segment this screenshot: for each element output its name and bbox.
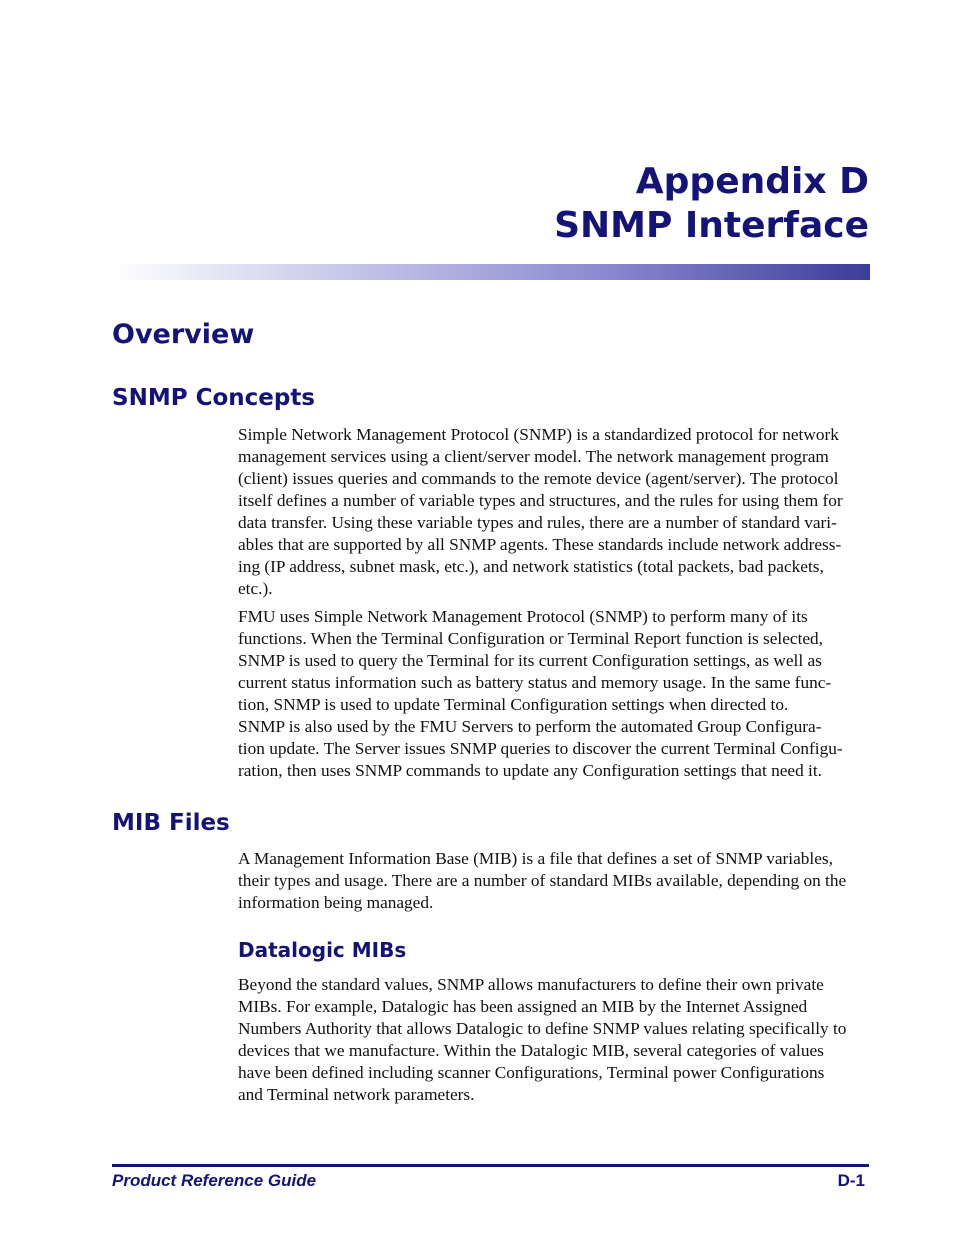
- footer-rule: [112, 1164, 869, 1167]
- snmp-concepts-paragraph-1: [238, 424, 870, 600]
- text-line: Simple Network Management Protocol (SNMP) is a standardized protocol for network: [238, 425, 839, 444]
- text-line: tion update. The Server issues SNMP queries to discover the current Terminal Configu-: [238, 739, 843, 758]
- datalogic-mibs-heading: Datalogic MIBs: [238, 938, 407, 962]
- text-line: ables that are supported by all SNMP agents. These standards include network address-: [238, 535, 842, 554]
- chapter-title-line1: Appendix D: [635, 161, 869, 202]
- text-line: devices that we manufacture. Within the Datalogic MIB, several categories of values: [238, 1041, 824, 1060]
- text-line: Numbers Authority that allows Datalogic to define SNMP values relating specifically to: [238, 1019, 847, 1038]
- datalogic-mibs-paragraph: [238, 974, 870, 1106]
- text-line: (client) issues queries and commands to the remote device (agent/server). The protocol: [238, 469, 839, 488]
- text-line: A Management Information Base (MIB) is a file that defines a set of SNMP variables,: [238, 849, 833, 868]
- chapter-title-line2: SNMP Interface: [554, 205, 869, 246]
- text-line: and Terminal network parameters.: [238, 1085, 475, 1104]
- text-line: Beyond the standard values, SNMP allows manufacturers to define their own private: [238, 975, 824, 994]
- text-line: MIBs. For example, Datalogic has been assigned an MIB by the Internet Assigned: [238, 997, 808, 1016]
- snmp-concepts-heading: SNMP Concepts: [112, 385, 316, 411]
- text-line: current status information such as battery status and memory usage. In the same func-: [238, 673, 832, 692]
- text-line: etc.).: [238, 579, 273, 598]
- text-line: their types and usage. There are a number of standard MIBs available, depending on the: [238, 871, 847, 890]
- footer-guide-title: Product Reference Guide: [112, 1171, 317, 1190]
- chapter-divider-bar: [112, 264, 870, 280]
- text-line: information being managed.: [238, 893, 434, 912]
- text-line: FMU uses Simple Network Management Protocol (SNMP) to perform many of its: [238, 607, 808, 626]
- chapter-title: [554, 160, 869, 248]
- text-line: SNMP is also used by the FMU Servers to perform the automated Group Configura-: [238, 717, 822, 736]
- text-line: functions. When the Terminal Configuration or Terminal Report function is selected,: [238, 629, 824, 648]
- overview-heading: Overview: [112, 319, 255, 350]
- text-line: tion, SNMP is used to update Terminal Configuration settings when directed to.: [238, 695, 789, 714]
- text-line: management services using a client/server model. The network management program: [238, 447, 829, 466]
- footer-page-number: D-1: [837, 1171, 865, 1190]
- text-line: SNMP is used to query the Terminal for its current Configuration settings, as well as: [238, 651, 822, 670]
- text-line: itself defines a number of variable types and structures, and the rules for using them for: [238, 491, 843, 510]
- text-line: have been defined including scanner Configurations, Terminal power Configurations: [238, 1063, 825, 1082]
- text-line: data transfer. Using these variable types and rules, there are a number of standard vari-: [238, 513, 837, 532]
- text-line: ration, then uses SNMP commands to update any Configuration settings that need it.: [238, 761, 822, 780]
- text-line: ing (IP address, subnet mask, etc.), and network statistics (total packets, bad packets,: [238, 557, 824, 576]
- snmp-concepts-paragraph-2: [238, 606, 870, 782]
- mib-files-paragraph: [238, 848, 870, 914]
- mib-files-heading: MIB Files: [112, 810, 230, 836]
